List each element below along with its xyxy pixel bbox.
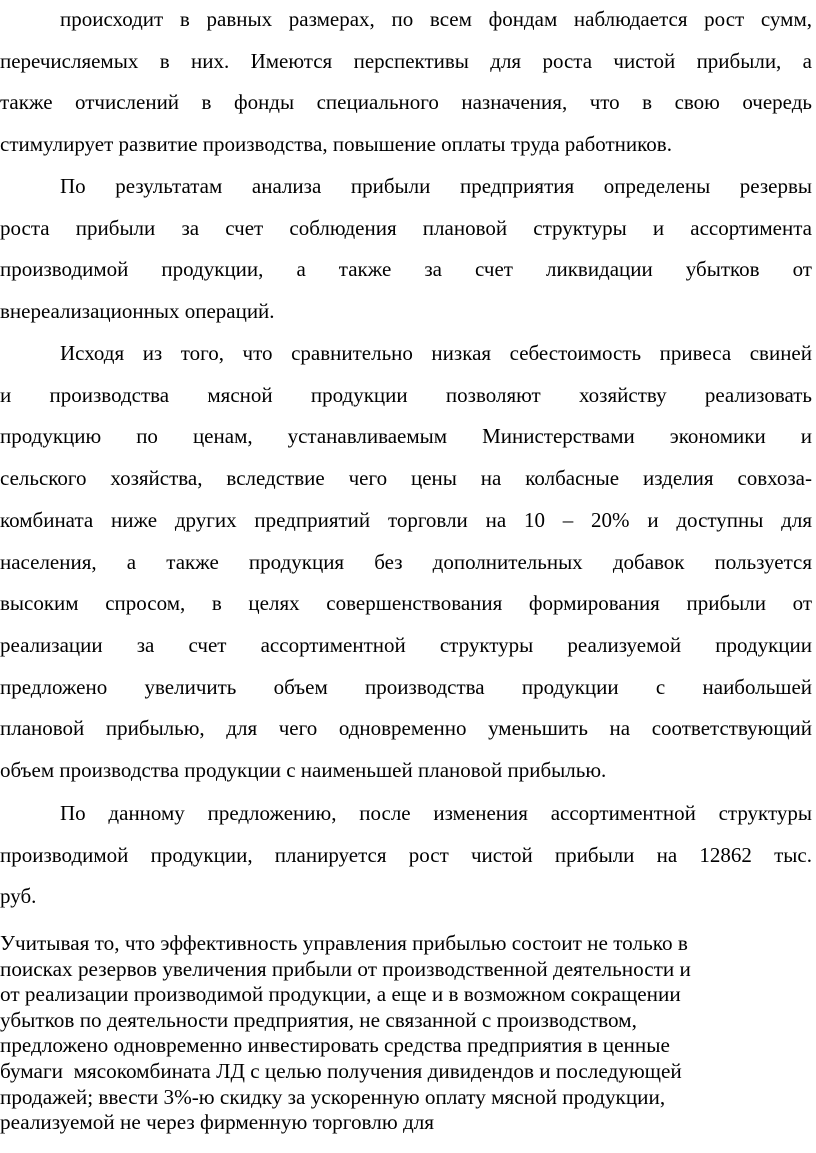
text-line: комбината ниже других предприятий торговли на 10 – 20% и доступны для	[0, 507, 812, 532]
text-line: продажей; ввести 3%-ю скидку за ускоренную оплату мясной продукции,	[0, 1084, 666, 1109]
text-line: убытков по деятельности предприятия, не связанной с производством,	[0, 1007, 637, 1032]
text-line: перечисляемых в них. Имеются перспективы для роста чистой прибыли, а	[0, 48, 812, 73]
text-line: бумаги мясокомбината ЛД с целью получения дивидендов и последующей	[0, 1058, 682, 1083]
text-line: высоким спросом, в целях совершенствования формирования прибыли от	[0, 591, 812, 616]
text-line: населения, а также продукция без дополнительных добавок пользуется	[0, 549, 812, 574]
text-line: реализуемой не через фирменную торговлю для	[0, 1110, 435, 1135]
text-line: Исходя из того, что сравнительно низкая себестоимость привеса свиней	[60, 341, 812, 365]
paragraph-profit-reserves	[0, 166, 812, 333]
text-line: продукцию по ценам, устанавливаемым Министерствами экономики и	[0, 424, 812, 449]
text-line: По результатам анализа прибыли предприятия определены резервы	[60, 174, 812, 198]
text-line: производимой продукции, а также за счет ликвидации убытков от	[0, 257, 812, 282]
paragraph-continuation	[0, 0, 812, 166]
text-line: По данному предложению, после изменения ассортиментной структуры	[60, 801, 812, 825]
paragraph-profit-growth	[0, 793, 812, 918]
text-line: реализации за счет ассортиментной структуры реализуемой продукции	[0, 632, 812, 657]
text-line: внереализационных операций.	[0, 299, 275, 324]
text-line: объем производства продукции с наименьшей плановой прибылью.	[0, 758, 607, 783]
text-line: роста прибыли за счет соблюдения плановой структуры и ассортимента	[0, 215, 812, 240]
paragraph-investment-proposal	[0, 931, 816, 1136]
text-line: происходит в равных размерах, по всем фондам наблюдается рост сумм,	[60, 7, 812, 31]
text-line: предложено увеличить объем производства продукции с наибольшей	[0, 674, 812, 699]
text-line: также отчислений в фонды специального назначения, что в свою очередь	[0, 90, 812, 115]
text-line: и производства мясной продукции позволяют хозяйству реализовать	[0, 382, 812, 407]
paragraph-assortment-proposal	[0, 333, 812, 792]
text-line: производимой продукции, планируется рост чистой прибыли на 12862 тыс.	[0, 842, 812, 867]
text-line: предложено одновременно инвестировать средства предприятия в ценные	[0, 1033, 670, 1058]
text-line: руб.	[0, 884, 37, 909]
text-line: поисках резервов увеличения прибыли от производственной деятельности и	[0, 956, 691, 981]
text-line: от реализации производимой продукции, а еще и в возможном сокращении	[0, 982, 681, 1007]
text-line: плановой прибылью, для чего одновременно уменьшить на соответствующий	[0, 716, 812, 741]
text-line: сельского хозяйства, вследствие чего цены на колбасные изделия совхоза-	[0, 466, 812, 491]
text-line: стимулирует развитие производства, повышение оплаты труда работников.	[0, 132, 672, 157]
text-line: Учитывая то, что эффективность управления прибылью состоит не только в	[0, 931, 688, 955]
